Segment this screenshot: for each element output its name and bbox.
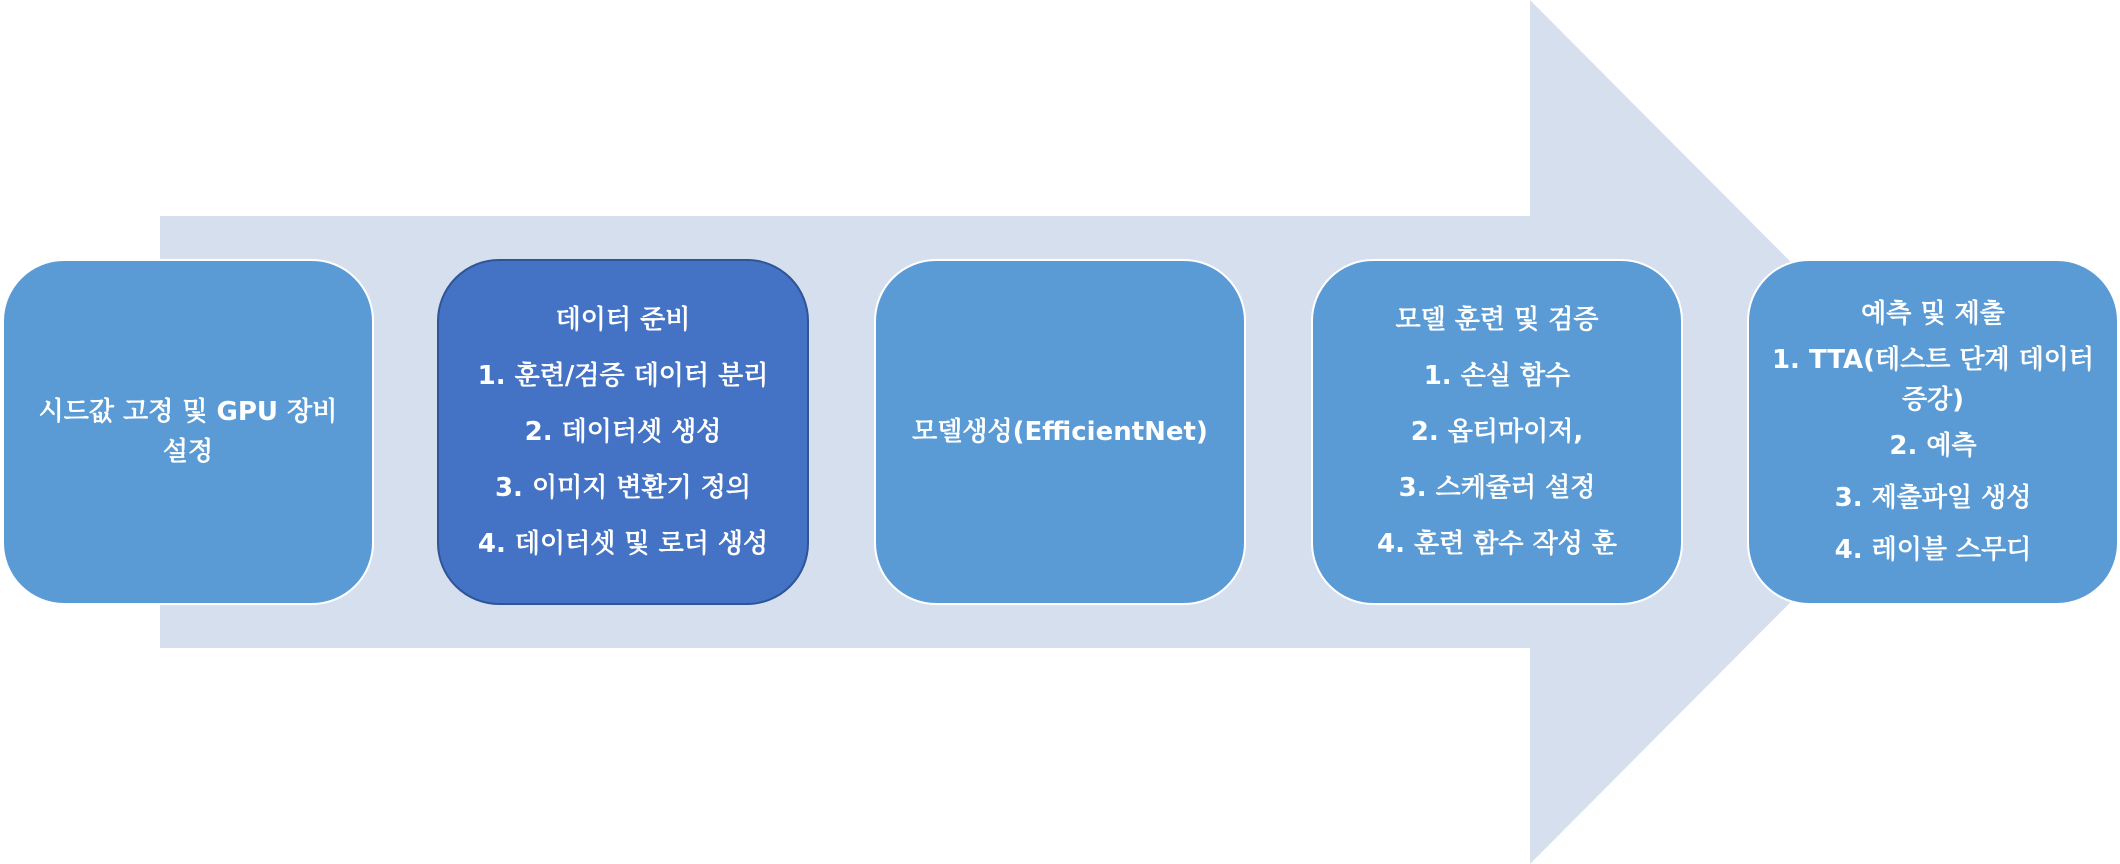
step-5-line-2: 2. 예측	[1889, 431, 1977, 461]
step-seed-gpu-setup	[2, 259, 374, 605]
step-2-line-3: 3. 이미지 변환기 정의	[494, 473, 752, 503]
step-5-line-1: 1. TTA(테스트 단계 데이터 증강)	[1771, 345, 2095, 415]
step-training-validation	[1311, 259, 1683, 605]
step-4-line-1: 1. 손실 함수	[1423, 361, 1571, 391]
step-model-creation	[874, 259, 1246, 605]
step-2-line-2: 2. 데이터셋 생성	[524, 417, 722, 447]
step-2-line-4: 4. 데이터셋 및 로더 생성	[477, 529, 769, 559]
step-2-title: 데이터 준비	[555, 305, 691, 335]
step-5-title: 예측 및 제출	[1861, 299, 2005, 329]
step-4-line-3: 3. 스케쥴러 설정	[1398, 473, 1596, 503]
step-5-line-3: 3. 제출파일 생성	[1834, 483, 2032, 513]
step-data-preparation	[437, 259, 809, 605]
step-2-line-1: 1. 훈련/검증 데이터 분리	[477, 361, 769, 391]
step-3-line-1: 모델생성(EfficientNet)	[912, 417, 1208, 447]
step-4-line-4: 4. 훈련 함수 작성 훈	[1377, 529, 1617, 559]
step-5-line-4: 4. 레이블 스무디	[1834, 535, 2032, 565]
step-4-title: 모델 훈련 및 검증	[1395, 305, 1599, 335]
step-1-line-1: 시드값 고정 및 GPU 장비 설정	[38, 397, 338, 467]
step-prediction-submission	[1747, 259, 2119, 605]
step-4-line-2: 2. 옵티마이저,	[1410, 417, 1584, 447]
